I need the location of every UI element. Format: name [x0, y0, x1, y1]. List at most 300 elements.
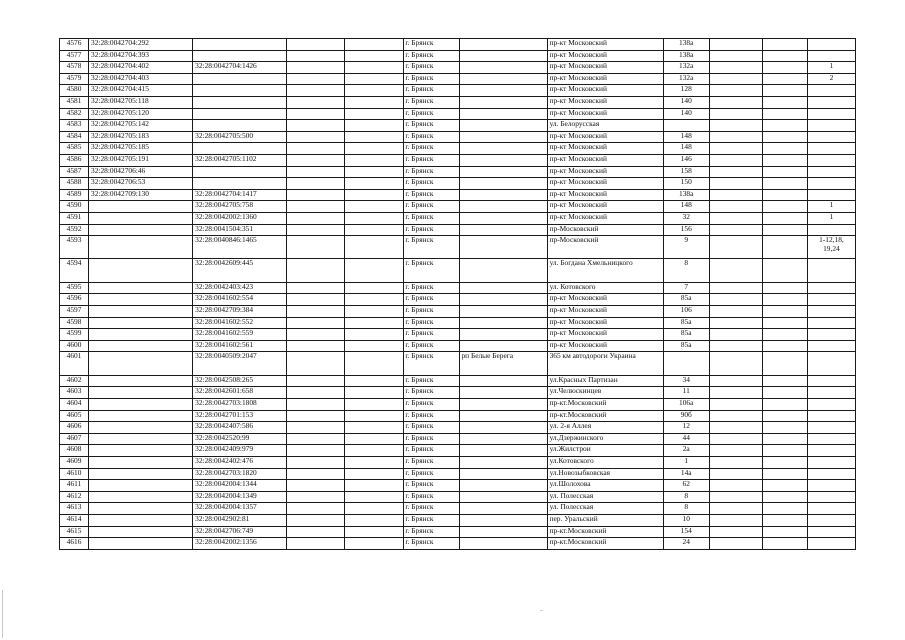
blank-col-d-cell [762, 503, 807, 515]
row-number-cell: 4585 [60, 143, 89, 155]
blank-col-a-cell [287, 120, 345, 132]
linked-cadastral-number-cell: 32:28:0042004:1349 [193, 491, 287, 503]
blank-col-d-cell [762, 73, 807, 85]
city-cell: г. Брянск [404, 445, 460, 457]
street-cell: ул. Котовского [547, 282, 663, 294]
property-registry-table [59, 38, 856, 550]
linked-cadastral-number-cell [193, 39, 287, 51]
cadastral-number-cell: 32:28:0042704:393 [89, 50, 193, 62]
row-number-cell: 4600 [60, 340, 89, 352]
settlement-cell [460, 480, 547, 492]
street-cell: пр-кт Московский [547, 73, 663, 85]
apartments-cell [807, 317, 855, 329]
settlement-cell [460, 410, 547, 422]
settlement-cell [460, 538, 547, 550]
blank-col-c-cell [709, 236, 762, 259]
blank-col-d-cell [762, 236, 807, 259]
blank-col-b-cell [345, 96, 404, 108]
settlement-cell [460, 306, 547, 318]
house-number-cell: 132а [663, 62, 709, 74]
settlement-cell [460, 422, 547, 434]
settlement-cell [460, 39, 547, 51]
blank-col-c-cell [709, 131, 762, 143]
row-number-cell: 4607 [60, 433, 89, 445]
apartments-cell [807, 166, 855, 178]
linked-cadastral-number-cell: 32:28:0042706:749 [193, 526, 287, 538]
settlement-cell [460, 96, 547, 108]
apartments-cell [807, 259, 855, 282]
apartments-cell [807, 294, 855, 306]
linked-cadastral-number-cell: 32:28:0041602:554 [193, 294, 287, 306]
blank-col-d-cell [762, 282, 807, 294]
cadastral-number-cell [89, 306, 193, 318]
house-number-cell: 158 [663, 166, 709, 178]
apartments-cell [807, 143, 855, 155]
blank-col-c-cell [709, 433, 762, 445]
blank-col-b-cell [345, 224, 404, 236]
street-cell: ул. Богдана Хмельницкого [547, 259, 663, 282]
blank-col-c-cell [709, 85, 762, 97]
street-cell: пр-кт Московский [547, 201, 663, 213]
house-number-cell: 44 [663, 433, 709, 445]
blank-col-a-cell [287, 108, 345, 120]
blank-col-c-cell [709, 352, 762, 375]
street-cell: пр-кт Московский [547, 166, 663, 178]
street-cell: пр-кт Московский [547, 39, 663, 51]
linked-cadastral-number-cell: 32:28:0042002:1356 [193, 538, 287, 550]
settlement-cell [460, 503, 547, 515]
settlement-cell [460, 143, 547, 155]
blank-col-d-cell [762, 422, 807, 434]
row-number-cell: 4588 [60, 178, 89, 190]
cadastral-number-cell [89, 514, 193, 526]
linked-cadastral-number-cell [193, 166, 287, 178]
city-cell: г. Брянск [404, 294, 460, 306]
street-cell: пр-кт Московский [547, 131, 663, 143]
blank-col-d-cell [762, 433, 807, 445]
blank-col-c-cell [709, 120, 762, 132]
house-number-cell: 2а [663, 445, 709, 457]
row-number-cell: 4609 [60, 456, 89, 468]
apartments-cell [807, 306, 855, 318]
blank-col-a-cell [287, 259, 345, 282]
linked-cadastral-number-cell [193, 50, 287, 62]
linked-cadastral-number-cell: 32:28:0042402:476 [193, 456, 287, 468]
blank-col-a-cell [287, 85, 345, 97]
blank-col-d-cell [762, 340, 807, 352]
linked-cadastral-number-cell: 32:28:0040509:2047 [193, 352, 287, 375]
street-cell: пр-кт Московский [547, 62, 663, 74]
blank-col-b-cell [345, 538, 404, 550]
cadastral-number-cell [89, 329, 193, 341]
cadastral-number-cell [89, 456, 193, 468]
blank-col-a-cell [287, 387, 345, 399]
apartments-cell [807, 480, 855, 492]
table-row [60, 143, 856, 155]
apartments-cell [807, 50, 855, 62]
apartments-cell [807, 85, 855, 97]
settlement-cell [460, 166, 547, 178]
cadastral-number-cell [89, 399, 193, 411]
house-number-cell: 156 [663, 224, 709, 236]
row-number-cell: 4606 [60, 422, 89, 434]
house-number-cell: 140 [663, 108, 709, 120]
row-number-cell: 4591 [60, 212, 89, 224]
blank-col-d-cell [762, 387, 807, 399]
apartments-cell [807, 526, 855, 538]
apartments-cell [807, 387, 855, 399]
row-number-cell: 4608 [60, 445, 89, 457]
city-cell: г. Брянск [404, 131, 460, 143]
linked-cadastral-number-cell: 32:28:0042403:423 [193, 282, 287, 294]
street-cell: ул.Новозыбковская [547, 468, 663, 480]
apartments-cell [807, 96, 855, 108]
apartments-cell [807, 352, 855, 375]
cadastral-number-cell [89, 282, 193, 294]
cadastral-number-cell: 32:28:0042705:191 [89, 154, 193, 166]
linked-cadastral-number-cell: 32:28:0042709:384 [193, 306, 287, 318]
apartments-cell [807, 108, 855, 120]
blank-col-b-cell [345, 387, 404, 399]
blank-col-b-cell [345, 259, 404, 282]
apartments-cell [807, 154, 855, 166]
settlement-cell [460, 491, 547, 503]
table-row [60, 317, 856, 329]
house-number-cell: 62 [663, 480, 709, 492]
linked-cadastral-number-cell: 32:28:0042705:758 [193, 201, 287, 213]
blank-col-b-cell [345, 491, 404, 503]
blank-col-b-cell [345, 514, 404, 526]
row-number-cell: 4593 [60, 236, 89, 259]
street-cell: пр-кт Московский [547, 96, 663, 108]
house-number-cell: 85а [663, 329, 709, 341]
cadastral-number-cell [89, 352, 193, 375]
row-number-cell: 4583 [60, 120, 89, 132]
house-number-cell: 85а [663, 294, 709, 306]
blank-col-b-cell [345, 480, 404, 492]
row-number-cell: 4578 [60, 62, 89, 74]
city-cell: г. Брянск [404, 154, 460, 166]
city-cell: г. Брянск [404, 456, 460, 468]
settlement-cell [460, 433, 547, 445]
linked-cadastral-number-cell: 32:28:0042703:1820 [193, 468, 287, 480]
linked-cadastral-number-cell: 32:28:0041602:552 [193, 317, 287, 329]
blank-col-b-cell [345, 73, 404, 85]
table-row [60, 329, 856, 341]
apartments-cell [807, 410, 855, 422]
cadastral-number-cell [89, 526, 193, 538]
table-row [60, 480, 856, 492]
blank-col-d-cell [762, 189, 807, 201]
blank-col-d-cell [762, 480, 807, 492]
table-row [60, 445, 856, 457]
settlement-cell [460, 154, 547, 166]
street-cell: пр-кт Московский [547, 189, 663, 201]
blank-col-b-cell [345, 433, 404, 445]
apartments-cell [807, 131, 855, 143]
house-number-cell: 11 [663, 387, 709, 399]
blank-col-d-cell [762, 154, 807, 166]
row-number-cell: 4582 [60, 108, 89, 120]
blank-col-a-cell [287, 514, 345, 526]
apartments-cell [807, 282, 855, 294]
blank-col-b-cell [345, 306, 404, 318]
street-cell: ул.Шолохова [547, 480, 663, 492]
table-row [60, 538, 856, 550]
cadastral-number-cell: 32:28:0042704:292 [89, 39, 193, 51]
table-row [60, 154, 856, 166]
settlement-cell [460, 329, 547, 341]
settlement-cell [460, 456, 547, 468]
blank-col-b-cell [345, 410, 404, 422]
registry-body [60, 39, 856, 550]
apartments-cell [807, 514, 855, 526]
street-cell: ул. Полесская [547, 491, 663, 503]
settlement-cell: рп Белые Берега [460, 352, 547, 375]
row-number-cell: 4615 [60, 526, 89, 538]
settlement-cell [460, 178, 547, 190]
house-number-cell: 138а [663, 50, 709, 62]
blank-col-d-cell [762, 294, 807, 306]
street-cell: пр-кт Московский [547, 178, 663, 190]
house-number-cell: 12 [663, 422, 709, 434]
blank-col-b-cell [345, 154, 404, 166]
cadastral-number-cell: 32:28:0042709:130 [89, 189, 193, 201]
blank-col-b-cell [345, 526, 404, 538]
table-row [60, 514, 856, 526]
linked-cadastral-number-cell [193, 143, 287, 155]
city-cell: г. Брянск [404, 62, 460, 74]
street-cell: ул.Челюскинцев [547, 387, 663, 399]
blank-col-d-cell [762, 538, 807, 550]
house-number-cell: 154 [663, 526, 709, 538]
blank-col-a-cell [287, 445, 345, 457]
blank-col-a-cell [287, 352, 345, 375]
house-number-cell: 32 [663, 212, 709, 224]
city-cell: г. Брянск [404, 108, 460, 120]
blank-col-d-cell [762, 120, 807, 132]
apartments-cell: 1 [807, 201, 855, 213]
city-cell: г. Брянск [404, 96, 460, 108]
row-number-cell: 4601 [60, 352, 89, 375]
cadastral-number-cell [89, 236, 193, 259]
blank-col-c-cell [709, 154, 762, 166]
street-cell: пр-кт Московский [547, 50, 663, 62]
linked-cadastral-number-cell: 32:28:0042705:500 [193, 131, 287, 143]
house-number-cell: 90б [663, 410, 709, 422]
cadastral-number-cell [89, 433, 193, 445]
street-cell: пр-кт Московский [547, 154, 663, 166]
table-row [60, 340, 856, 352]
blank-col-c-cell [709, 317, 762, 329]
row-number-cell: 4613 [60, 503, 89, 515]
house-number-cell: 128 [663, 85, 709, 97]
apartments-cell [807, 189, 855, 201]
blank-col-c-cell [709, 189, 762, 201]
settlement-cell [460, 62, 547, 74]
blank-col-a-cell [287, 399, 345, 411]
table-row [60, 85, 856, 97]
city-cell: г. Брянск [404, 224, 460, 236]
table-row [60, 224, 856, 236]
table-row [60, 120, 856, 132]
scan-artifact-line [2, 590, 3, 638]
cadastral-number-cell [89, 503, 193, 515]
blank-col-a-cell [287, 178, 345, 190]
settlement-cell [460, 399, 547, 411]
blank-col-a-cell [287, 201, 345, 213]
blank-col-a-cell [287, 166, 345, 178]
house-number-cell: 85а [663, 317, 709, 329]
blank-col-c-cell [709, 468, 762, 480]
apartments-cell [807, 422, 855, 434]
cadastral-number-cell: 32:28:0042705:120 [89, 108, 193, 120]
blank-col-d-cell [762, 259, 807, 282]
apartments-cell: 2 [807, 73, 855, 85]
house-number-cell: 146 [663, 154, 709, 166]
blank-col-a-cell [287, 329, 345, 341]
row-number-cell: 4597 [60, 306, 89, 318]
blank-col-d-cell [762, 410, 807, 422]
blank-col-b-cell [345, 39, 404, 51]
street-cell: пер. Уральский [547, 514, 663, 526]
city-cell: г. Брянск [404, 422, 460, 434]
blank-col-c-cell [709, 503, 762, 515]
table-row [60, 50, 856, 62]
table-row [60, 491, 856, 503]
house-number-cell: 85а [663, 340, 709, 352]
blank-col-a-cell [287, 294, 345, 306]
linked-cadastral-number-cell [193, 73, 287, 85]
blank-col-b-cell [345, 108, 404, 120]
blank-col-d-cell [762, 201, 807, 213]
blank-col-a-cell [287, 456, 345, 468]
row-number-cell: 4589 [60, 189, 89, 201]
row-number-cell: 4611 [60, 480, 89, 492]
settlement-cell [460, 50, 547, 62]
blank-col-c-cell [709, 178, 762, 190]
linked-cadastral-number-cell: 32:28:0042508:265 [193, 375, 287, 387]
city-cell: г. Брянск [404, 236, 460, 259]
apartments-cell [807, 445, 855, 457]
blank-col-a-cell [287, 73, 345, 85]
street-cell: пр-кт.Московский [547, 526, 663, 538]
blank-col-b-cell [345, 212, 404, 224]
street-cell: ул. 2-я Аллея [547, 422, 663, 434]
settlement-cell [460, 108, 547, 120]
row-number-cell: 4614 [60, 514, 89, 526]
cadastral-number-cell: 32:28:0042705:118 [89, 96, 193, 108]
apartments-cell [807, 503, 855, 515]
settlement-cell [460, 526, 547, 538]
settlement-cell [460, 189, 547, 201]
cadastral-number-cell [89, 445, 193, 457]
table-row [60, 410, 856, 422]
linked-cadastral-number-cell: 32:28:0042704:1417 [193, 189, 287, 201]
blank-col-c-cell [709, 422, 762, 434]
blank-col-c-cell [709, 329, 762, 341]
linked-cadastral-number-cell: 32:28:0040846:1465 [193, 236, 287, 259]
house-number-cell: 106а [663, 399, 709, 411]
blank-col-b-cell [345, 236, 404, 259]
blank-col-a-cell [287, 236, 345, 259]
city-cell: г. Брянск [404, 375, 460, 387]
row-number-cell: 4581 [60, 96, 89, 108]
house-number-cell: 8 [663, 259, 709, 282]
table-row [60, 96, 856, 108]
blank-col-c-cell [709, 224, 762, 236]
settlement-cell [460, 282, 547, 294]
row-number-cell: 4577 [60, 50, 89, 62]
table-row [60, 375, 856, 387]
blank-col-b-cell [345, 317, 404, 329]
apartments-cell [807, 178, 855, 190]
blank-col-d-cell [762, 445, 807, 457]
blank-col-b-cell [345, 282, 404, 294]
city-cell: г. Брянск [404, 399, 460, 411]
row-number-cell: 4584 [60, 131, 89, 143]
row-number-cell: 4587 [60, 166, 89, 178]
blank-col-c-cell [709, 399, 762, 411]
blank-col-d-cell [762, 329, 807, 341]
blank-col-b-cell [345, 399, 404, 411]
linked-cadastral-number-cell: 32:28:0042601:658 [193, 387, 287, 399]
house-number-cell [663, 120, 709, 132]
blank-col-c-cell [709, 282, 762, 294]
blank-col-a-cell [287, 433, 345, 445]
table-row [60, 352, 856, 375]
house-number-cell: 106 [663, 306, 709, 318]
table-row [60, 306, 856, 318]
blank-col-c-cell [709, 50, 762, 62]
cadastral-number-cell [89, 340, 193, 352]
table-row [60, 387, 856, 399]
blank-col-c-cell [709, 456, 762, 468]
street-cell: ул.Красных Партизан [547, 375, 663, 387]
apartments-cell: 1 [807, 62, 855, 74]
street-cell: 365 км автодороги Украина [547, 352, 663, 375]
row-number-cell: 4586 [60, 154, 89, 166]
linked-cadastral-number-cell: 32:28:0042609:445 [193, 259, 287, 282]
table-row [60, 236, 856, 259]
blank-col-a-cell [287, 212, 345, 224]
settlement-cell [460, 387, 547, 399]
blank-col-a-cell [287, 306, 345, 318]
apartments-cell [807, 120, 855, 132]
blank-col-d-cell [762, 317, 807, 329]
street-cell: пр-Московский [547, 236, 663, 259]
table-row [60, 212, 856, 224]
apartments-cell [807, 491, 855, 503]
row-number-cell: 4602 [60, 375, 89, 387]
city-cell: г. Брянск [404, 410, 460, 422]
blank-col-a-cell [287, 224, 345, 236]
cadastral-number-cell: 32:28:0042706:46 [89, 166, 193, 178]
apartments-cell [807, 538, 855, 550]
table-row [60, 456, 856, 468]
row-number-cell: 4592 [60, 224, 89, 236]
city-cell: г. Брянск [404, 178, 460, 190]
linked-cadastral-number-cell: 32:28:0042703:1808 [193, 399, 287, 411]
table-row [60, 108, 856, 120]
apartments-cell [807, 433, 855, 445]
settlement-cell [460, 445, 547, 457]
row-number-cell: 4580 [60, 85, 89, 97]
street-cell: ул. Белорусская [547, 120, 663, 132]
cadastral-number-cell: 32:28:0042704:415 [89, 85, 193, 97]
blank-col-d-cell [762, 178, 807, 190]
row-number-cell: 4610 [60, 468, 89, 480]
